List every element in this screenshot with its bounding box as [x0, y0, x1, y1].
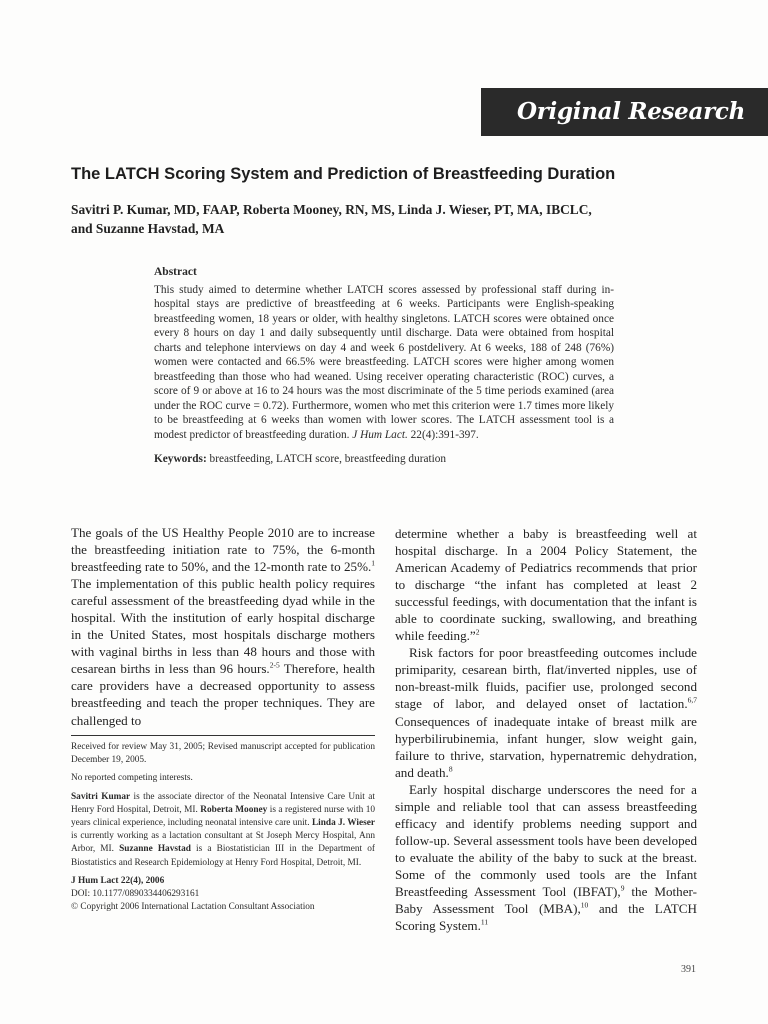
text-run: Risk factors for poor breastfeeding outcomes include primiparity, cesarean birth, flat/inverted nipples, use of non-breast-milk fluids, pacifier use, prolonged second stage of labor, and delayed onset of lactation.: [395, 645, 697, 712]
author-name: Savitri Kumar: [71, 791, 131, 802]
text-run: and the LATCH Scoring System.: [395, 901, 697, 934]
body-column-left: [71, 524, 375, 729]
keywords-label: Keywords:: [154, 452, 207, 465]
body-column-right: [395, 525, 697, 934]
paragraph: [395, 525, 697, 644]
text-run: The goals of the US Healthy People 2010 are to increase the breastfeeding initiation rate to 75%, the 6-month breastfeeding rate to 50%, and the 12-month rate to 25%.: [71, 525, 375, 575]
article-notes: [71, 741, 375, 914]
footnote-divider: [71, 735, 375, 736]
page-number: 391: [681, 964, 696, 975]
copyright: © Copyright 2006 International Lactation Consultant Association: [71, 902, 315, 913]
doi: DOI: 10.1177/0890334406293161: [71, 889, 200, 900]
author-list: [71, 200, 631, 238]
paragraph: [395, 781, 697, 934]
author-name: Linda J. Wieser: [311, 818, 375, 829]
abstract-citation-volume: 22(4):391-397.: [410, 429, 479, 442]
reference-superscript: 2-5: [269, 661, 280, 671]
author-name: Suzanne Havstad: [119, 844, 191, 855]
abstract-block: [154, 265, 614, 466]
abstract-heading: Abstract: [154, 266, 197, 278]
journal-issue: [71, 875, 375, 888]
author-affiliations: [71, 791, 375, 870]
author-line-1: Savitri P. Kumar, MD, FAAP, Roberta Mooney, RN, MS, Linda J. Wieser, PT, MA, IBCLC,: [71, 202, 592, 217]
text-run: Early hospital discharge underscores the need for a simple and reliable tool that can assess breastfeeding efficacy and identify problems needing support and follow-up. Several assessment tools have been developed to evaluate the ability of the baby to suck at the breast. Some of the commonly used tools are the Infant Breastfeeding Assessment Tool (IBFAT),: [395, 781, 697, 899]
text-run: The implementation of this public health policy requires careful assessment of the breastfeeding dyad while in the hospital. With the institution of early hospital discharge in the United States, most hospitals discharge mothers with vaginal births in less than 48 hours and those with cesarean births in less than 96 hours.: [71, 576, 375, 677]
intro-paragraph: [71, 524, 375, 729]
section-banner: Original Research: [481, 88, 768, 136]
text-run: determine whether a baby is breastfeeding well at hospital discharge. In a 2004 Policy Statement, the American Academy of Pediatrics recommends that prior to discharge “the infant has completed at least 2 successful feedings, with documentation that the infant is able to coordinate sucking, swallowing, and breathing while feeding.”: [395, 526, 697, 644]
reference-superscript: 8: [448, 764, 453, 774]
reference-superscript: 1: [371, 558, 375, 568]
reference-superscript: 6,7: [687, 696, 697, 706]
keywords-list: breastfeeding, LATCH score, breastfeeding duration: [209, 452, 447, 465]
author-name: Roberta Mooney: [200, 804, 268, 815]
journal-issue-text: J Hum Lact 22(4), 2006: [71, 875, 165, 886]
reference-superscript: 11: [480, 917, 489, 927]
affiliation-text: is a registered nurse with 10 years clinical experience, including neonatal intensive care unit.: [71, 804, 376, 829]
text-run: the Mother-Baby Assessment Tool (MBA),: [395, 883, 697, 917]
affiliation-text: is currently working as a lactation consultant at St Joseph Mercy Hospital, Ann Arbor, MI.: [71, 831, 375, 855]
reference-superscript: 10: [580, 900, 589, 910]
text-run: Therefore, health care providers have a decreased opportunity to assess breastfeeding and teach the proper techniques. They are challenged to: [71, 661, 376, 728]
received-note: Received for review May 31, 2005; Revised manuscript accepted for publication December 19, 2005.: [71, 742, 375, 766]
article-title: The LATCH Scoring System and Prediction of Breastfeeding Duration: [71, 165, 616, 183]
abstract-citation-journal: J Hum Lact.: [352, 429, 408, 442]
affiliation-text: is the associate director of the Neonatal Intensive Care Unit at Henry Ford Hospital, Detroit, MI.: [71, 791, 375, 815]
journal-citation-block: [71, 875, 375, 915]
reference-superscript: 9: [620, 883, 625, 893]
abstract-body: [154, 283, 614, 443]
affiliation-text: is a Biostatistician III in the Department of Biostatistics and Research Epidemiology at Henry Ford Hospital, Detroit, MI.: [71, 844, 375, 868]
text-run: Consequences of inadequate intake of breast milk are hyperbilirubinemia, infant hunger, slow weight gain, failure to thrive, starvation, hypernatremic dehydration, and death.: [395, 713, 697, 780]
paragraph: [395, 644, 697, 780]
reference-superscript: 2: [475, 627, 480, 637]
competing-interests-note: No reported competing interests.: [71, 773, 193, 784]
keywords: [154, 452, 614, 467]
abstract-text: This study aimed to determine whether LATCH scores assessed by professional staff during in-hospital stays are predictive of breastfeeding at 6 weeks. Participants were English-speaking breastfeeding women, 18 years or older, with healthy singletons. LATCH scores were obtained once every 8 hours on day 1 and daily subsequently until discharge. Data were obtained from hospital charts and telephone interviews on day 4 and week 6 postdelivery. At 6 weeks, 188 of 248 (76%) women were contacted and 66.5% were breastfeeding. LATCH scores were higher among women breastfeeding than those who had weaned. Using receiver operating characteristic (ROC) curves, a score of 9 or above at 16 to 24 hours was the most discriminate of the 5 time periods examined (area under the ROC curve = 0.72). Furthermore, women who met this criterion were 1.7 times more likely to be breastfeeding at 6 weeks than women with lower scores. The LATCH assessment tool is a modest predictor of breastfeeding duration.: [154, 283, 614, 442]
author-line-2: and Suzanne Havstad, MA: [71, 221, 225, 236]
